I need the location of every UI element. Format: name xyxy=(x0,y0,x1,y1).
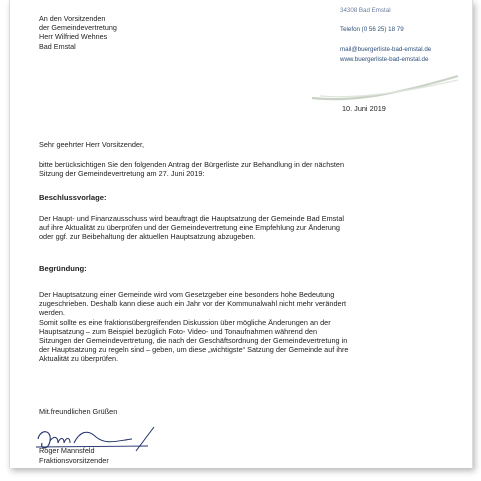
letter-date: 10. Juni 2019 xyxy=(342,104,386,113)
recipient-line: An den Vorsitzenden xyxy=(39,14,106,23)
sender-website: www.buergerliste-bad-emstal.de xyxy=(340,56,429,63)
text-line: Hauptsatzung – zum Beispiel bezüglich Foto- Video- und Tonaufnahmen während den xyxy=(39,326,318,336)
text-line: oder ggf. zur Beibehaltung der aktuellen Hauptsatzung abzugeben. xyxy=(39,232,256,242)
sender-phone: Telefon (0 56 25) 18 79 xyxy=(340,26,404,33)
text-line: Der Hauptsatzung einer Gemeinde wird vom Gesetzgeber eine besonders hohe Bedeutung xyxy=(39,290,335,299)
recipient-address xyxy=(39,14,117,51)
section-heading-beschlussvorlage: Beschlussvorlage: xyxy=(39,193,107,202)
signer-name: Roger Mannsfeld xyxy=(39,446,95,455)
text-line: Aktualität zu überprüfen. xyxy=(39,354,119,364)
text-line: auf ihre Aktualität zu überprüfen und der Gemeindevertretung eine Empfehlung zur Änderung xyxy=(39,223,340,233)
recipient-line: der Gemeindevertretung xyxy=(39,23,117,33)
closing-greeting: Mit.freundlichen Grüßen xyxy=(39,407,118,416)
recipient-line: Herr Wilfried Wehnes xyxy=(39,32,108,42)
text-line: zugeschrieben. Deshalb kann diese auch ein Jahr vor der Kommunalwahl nicht mehr verändert xyxy=(39,299,347,309)
letter-page xyxy=(9,0,473,468)
letterhead-swoosh-graphic xyxy=(310,68,460,108)
signer-title: Fraktionsvorsitzender xyxy=(39,456,109,465)
text-line: der Hauptsatzung zu regeln sind – geben, um diese „wichtigste“ Satzung der Gemeinde auf ihre xyxy=(39,345,349,355)
sender-email: mail@buergerliste-bad-emstal.de xyxy=(340,46,432,53)
text-line: Sitzung der Gemeindevertretung am 27. Juni 2019: xyxy=(39,169,205,179)
sender-address-partial: 34308 Bad Emstal xyxy=(340,7,391,14)
text-line: Der Haupt- und Finanzausschuss wird beauftragt die Hauptsatzung der Gemeinde Bad Emstal xyxy=(39,214,345,223)
text-line: bitte berücksichtigen Sie den folgenden Antrag der Bürgerliste zur Behandlung in der nächsten xyxy=(39,160,345,169)
section-heading-begruendung: Begründung: xyxy=(39,264,87,273)
section-body-begruendung xyxy=(39,290,349,364)
text-line: werden. xyxy=(39,308,65,318)
salutation: Sehr geehrter Herr Vorsitzender, xyxy=(39,140,145,149)
recipient-line: Bad Emstal xyxy=(39,41,76,51)
section-body-beschlussvorlage xyxy=(39,214,344,242)
text-line: Sitzungen der Gemeindevertretung, die nach der Geschäftsordnung der Gemeindevertretung in xyxy=(39,336,348,346)
intro-paragraph xyxy=(39,160,344,178)
text-line: Somit sollte es eine fraktionsübergreifenden Diskussion über mögliche Änderungen an der xyxy=(39,317,331,327)
